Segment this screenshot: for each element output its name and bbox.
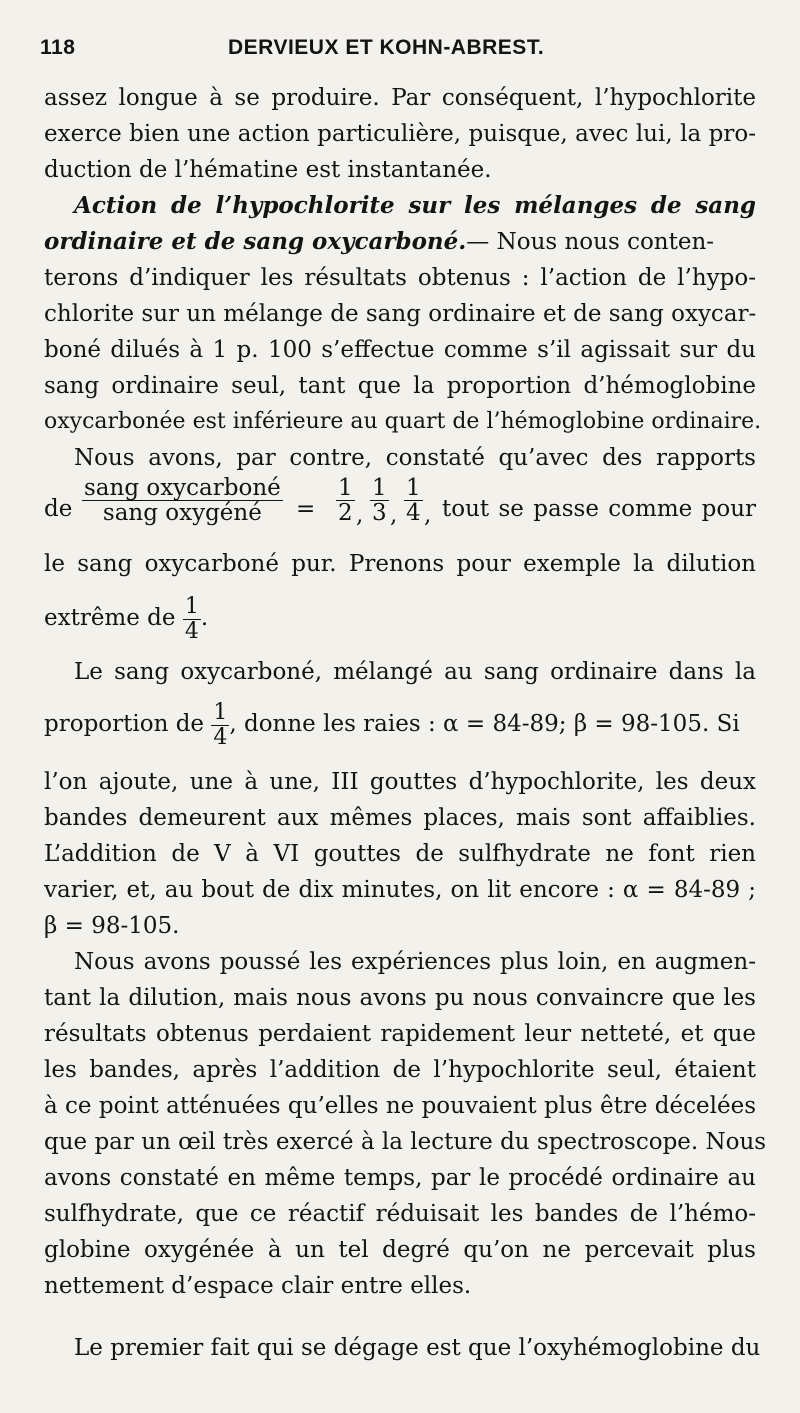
fraction-numerator: 1 <box>372 475 387 501</box>
text-fragment: . <box>200 605 209 631</box>
equals-sign: = <box>296 496 316 522</box>
text-line: Nous avons, par contre, constaté qu’avec des rapports <box>74 445 756 471</box>
fraction-denominator: 4 <box>213 724 228 750</box>
text-line: sulfhydrate, que ce réactif réduisait les bandes de l’hémo- <box>44 1201 756 1227</box>
text-line: boné dilués à 1 p. 100 s’effectue comme s’il agissait sur du <box>44 337 756 363</box>
text-line: bandes demeurent aux mêmes places, mais sont affaiblies. <box>44 805 756 831</box>
text-line: le sang oxycarboné pur. Prenons pour exemple la dilution <box>44 551 756 577</box>
text-line: l’on ajoute, une à une, III gouttes d’hypochlorite, les deux <box>44 769 756 795</box>
page-header <box>40 36 760 66</box>
text-fragment: extrême de <box>44 605 176 631</box>
text-line: duction de l’hématine est instantanée. <box>44 157 492 183</box>
text-line: les bandes, après l’addition de l’hypochlorite seul, étaient <box>44 1057 756 1083</box>
text-line: β = 98-105. <box>44 913 180 939</box>
ratio-line <box>44 476 756 546</box>
text-fragment: tout se passe comme pour <box>442 496 756 522</box>
fraction-denominator: 2 <box>338 500 353 527</box>
text-line: avons constaté en même temps, par le procédé ordinaire au <box>44 1165 756 1191</box>
text-line: Nous avons poussé les expériences plus loin, en augmen- <box>74 949 756 975</box>
text-line <box>44 224 756 260</box>
fraction-numerator: 1 <box>406 475 421 501</box>
section-heading: Action de l’hypochlorite sur les mélanges de sang <box>74 192 756 219</box>
ratio-fraction <box>82 476 283 525</box>
text-line: varier, et, au bout de dix minutes, on lit encore : α = 84-89 ; <box>44 877 756 903</box>
fraction-numerator: 1 <box>213 700 228 726</box>
fraction-numerator: sang oxycarboné <box>84 475 281 501</box>
text-line: Le premier fait qui se dégage est que l’oxyhémoglobine du <box>74 1335 761 1361</box>
text-line: résultats obtenus perdaient rapidement leur netteté, et que <box>44 1021 756 1047</box>
fraction-quarter <box>404 476 423 525</box>
comma: , <box>390 502 398 528</box>
fraction-denominator: sang oxygéné <box>82 500 283 525</box>
fraction-quarter <box>183 595 201 642</box>
text-line: L’addition de V à VI gouttes de sulfhydrate ne font rien <box>44 841 756 867</box>
text-line: terons d’indiquer les résultats obtenus : l’action de l’hypo- <box>44 265 756 291</box>
text-line: globine oxygénée à un tel degré qu’on ne percevait plus <box>44 1237 756 1263</box>
fraction-numerator: 1 <box>184 594 199 620</box>
text-line: assez longue à se produire. Par conséquent, l’hypochlorite <box>44 85 756 111</box>
text-line: chlorite sur un mélange de sang ordinaire et de sang oxycar- <box>44 301 757 327</box>
text-line: sang ordinaire seul, tant que la proportion d’hémoglobine <box>44 373 756 399</box>
text-fragment: — Nous nous conten- <box>466 229 715 255</box>
text-line: Le sang oxycarboné, mélangé au sang ordinaire dans la <box>74 659 756 685</box>
comma: , <box>424 502 432 528</box>
fraction-denominator: 4 <box>406 500 421 527</box>
fraction-quarter <box>211 701 229 748</box>
text-fragment: , donne les raies : α = 84-89; β = 98-105. Si <box>229 711 740 737</box>
text-line <box>44 696 756 752</box>
fraction-third <box>370 476 389 525</box>
text-line: que par un œil très exercé à la lecture du spectroscope. Nous <box>44 1129 767 1155</box>
fraction-half <box>336 476 355 525</box>
running-title: DERVIEUX ET KOHN-ABREST. <box>228 36 545 59</box>
text-line: tant la dilution, mais nous avons pu nous convaincre que les <box>44 985 756 1011</box>
section-heading-end: ordinaire et de sang oxycarboné. <box>44 228 467 255</box>
text-fragment: proportion de <box>44 711 205 737</box>
comma: , <box>356 502 364 528</box>
fraction-numerator: 1 <box>338 475 353 501</box>
page-number: 118 <box>40 36 76 59</box>
fraction-denominator: 4 <box>184 618 199 644</box>
text-line: oxycarbonée est inférieure au quart de l’hémoglobine ordinaire. <box>44 409 762 434</box>
text-fragment: de <box>44 496 73 522</box>
text-line <box>44 590 756 646</box>
fraction-denominator: 3 <box>372 500 387 527</box>
text-line: exerce bien une action particulière, puisque, avec lui, la pro- <box>44 121 756 147</box>
text-line: à ce point atténuées qu’elles ne pouvaient plus être décelées <box>44 1093 756 1119</box>
text-line: nettement d’espace clair entre elles. <box>44 1273 472 1299</box>
